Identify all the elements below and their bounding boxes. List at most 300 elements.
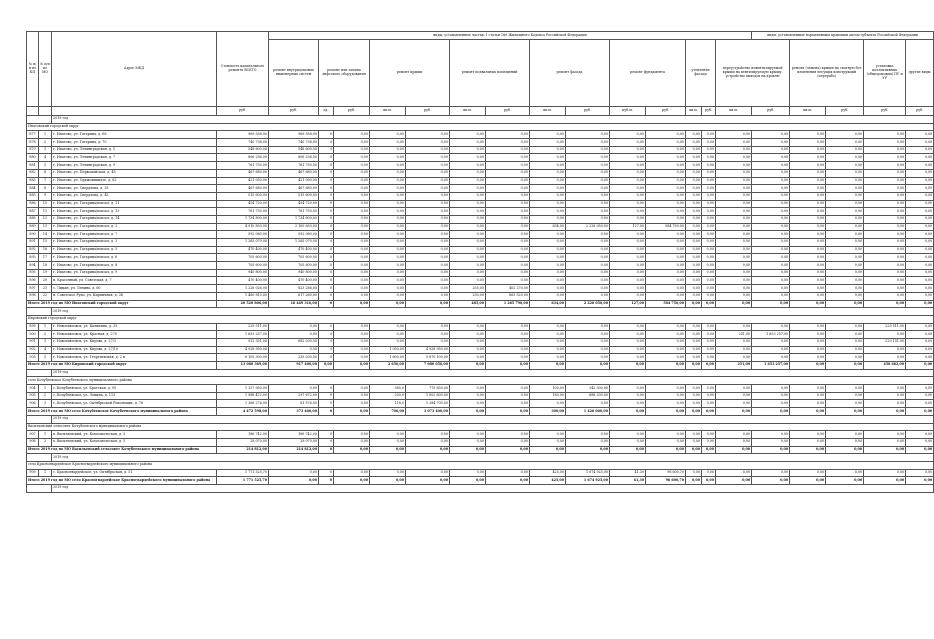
value-cell: 0,00	[334, 139, 370, 147]
value-cell: 0	[319, 323, 334, 331]
year-label: 2019 год	[52, 116, 934, 124]
value-cell: 0,00	[702, 146, 716, 154]
value-cell: 28 070,00	[269, 438, 319, 446]
value-cell: 0,00	[450, 277, 486, 285]
row-number-mo: 4	[39, 154, 52, 162]
value-cell: 705 600,00	[269, 262, 319, 270]
total-row	[27, 362, 934, 370]
value-cell: 0,00	[752, 269, 790, 277]
value-cell: 4 928 950,00	[217, 346, 269, 354]
value-cell: 0,00	[486, 331, 530, 339]
table-row	[27, 469, 934, 477]
value-cell: 0,00	[610, 338, 646, 346]
value-cell: 0,00	[790, 431, 826, 439]
value-cell: 0	[319, 431, 334, 439]
value-cell: 0,00	[530, 431, 566, 439]
value-cell: 0,00	[686, 131, 702, 139]
value-cell: 0,00	[566, 438, 610, 446]
value-cell: 969 558,00	[269, 131, 319, 139]
total-value-cell: 0,00	[906, 300, 934, 308]
value-cell: 0,00	[790, 254, 826, 262]
value-cell: 0,00	[790, 323, 826, 331]
total-value-cell: 0,00	[906, 477, 934, 485]
value-cell: 0,00	[450, 400, 486, 408]
value-cell: 0,00	[702, 346, 716, 354]
value-cell: 0,00	[486, 354, 530, 362]
value-cell: 0,00	[610, 246, 646, 254]
value-cell: 0,00	[686, 392, 702, 400]
value-cell: 0,00	[566, 192, 610, 200]
value-cell: 81 576,00	[269, 400, 319, 408]
total-value-cell: 0,00	[566, 362, 610, 370]
value-cell: 0,00	[486, 169, 530, 177]
value-cell: 0,00	[530, 177, 566, 185]
value-cell: 0,00	[370, 277, 406, 285]
value-cell: 0,00	[826, 231, 864, 239]
row-number-kp: 903	[27, 354, 39, 362]
value-cell: 0,00	[486, 239, 530, 247]
total-value-cell: 0,00	[826, 300, 864, 308]
row-number-kp: 902	[27, 346, 39, 354]
value-cell: 0,00	[716, 392, 752, 400]
value-cell: 0,00	[450, 346, 486, 354]
section-label: Ипатовский городской округ	[27, 123, 934, 131]
value-cell: 0,00	[486, 392, 530, 400]
value-cell: 0,00	[790, 469, 826, 477]
value-cell: 0,00	[702, 246, 716, 254]
row-number-mo: 1	[39, 131, 52, 139]
value-cell: 0,00	[826, 354, 864, 362]
total-value-cell: 0,00	[610, 362, 646, 370]
value-cell: 0,00	[646, 169, 686, 177]
value-cell: 0,00	[790, 154, 826, 162]
table-row	[27, 269, 934, 277]
value-cell: 0	[319, 331, 334, 339]
value-cell: 0	[319, 215, 334, 223]
value-cell: 1 366 276,00	[217, 400, 269, 408]
row-number-kp: 898	[27, 292, 39, 300]
table-row	[27, 169, 934, 177]
value-cell: 0,00	[370, 262, 406, 270]
value-cell: 0,00	[702, 400, 716, 408]
value-cell: 0	[319, 223, 334, 231]
value-cell: 0,00	[906, 215, 934, 223]
total-value-cell: 0,00	[686, 300, 702, 308]
value-cell: 0,00	[370, 215, 406, 223]
group-header-regional: виды, установленные нормативным правовым актом субъекта Российской Федерации	[752, 32, 934, 40]
value-cell: 705 600,00	[217, 262, 269, 270]
value-cell: 0,00	[686, 231, 702, 239]
value-cell: 0	[319, 246, 334, 254]
value-cell: 0,00	[646, 139, 686, 147]
value-cell: 342 300,00	[566, 385, 610, 393]
value-cell: 0,00	[610, 269, 646, 277]
total-value-cell: 0,00	[450, 477, 486, 485]
value-cell: 0,00	[370, 154, 406, 162]
value-cell: 0,00	[566, 323, 610, 331]
value-cell: 0,00	[906, 285, 934, 293]
value-cell: 0,00	[406, 162, 450, 170]
total-value-cell: 584 750,00	[646, 300, 686, 308]
value-cell: 0,00	[646, 431, 686, 439]
total-value-cell: 0	[319, 477, 334, 485]
row-number-mo: 16	[39, 246, 52, 254]
value-cell: 0,00	[370, 208, 406, 216]
value-cell: 0,00	[370, 431, 406, 439]
value-cell: 0,00	[702, 269, 716, 277]
total-row	[27, 300, 934, 308]
year-row	[27, 369, 934, 377]
value-cell: 0,00	[686, 246, 702, 254]
value-cell: 0,00	[486, 254, 530, 262]
value-cell: 0,00	[906, 438, 934, 446]
value-cell: 0,00	[406, 323, 450, 331]
value-cell: 0,00	[334, 154, 370, 162]
value-cell: 0,00	[826, 254, 864, 262]
value-cell: 0,00	[826, 385, 864, 393]
value-cell: 0,00	[702, 392, 716, 400]
total-value-cell: 0,00	[702, 300, 716, 308]
value-cell: 0,00	[450, 131, 486, 139]
value-cell: 0,00	[610, 438, 646, 446]
value-cell: 0,00	[864, 154, 906, 162]
total-value-cell: 0,00	[450, 362, 486, 370]
value-cell: 0,00	[716, 323, 752, 331]
value-cell: 1 653 257,00	[217, 331, 269, 339]
value-cell: 0,00	[406, 231, 450, 239]
value-cell: 0,00	[370, 131, 406, 139]
value-cell: 0,00	[790, 215, 826, 223]
total-value-cell: 0,00	[486, 477, 530, 485]
value-cell: 0,00	[530, 292, 566, 300]
value-cell: 0,00	[450, 162, 486, 170]
value-cell: 0,00	[702, 177, 716, 185]
value-cell: 180,00	[530, 392, 566, 400]
table-row	[27, 277, 934, 285]
group-header-federal: виды, установленные частью 1 статьи 166 Жилищного Кодекса Российской Федерации	[269, 32, 752, 40]
value-cell: 0,00	[450, 331, 486, 339]
row-number-kp: 878	[27, 139, 39, 147]
address-cell: г. Ипатово, ул. Гагарина/вокзал, д. 11	[52, 200, 217, 208]
value-cell: 0,00	[486, 215, 530, 223]
value-cell: 0,00	[752, 146, 790, 154]
value-cell: 0	[319, 208, 334, 216]
year-row	[27, 485, 934, 493]
value-cell: 0,00	[610, 169, 646, 177]
value-cell: 0,00	[486, 277, 530, 285]
total-value-cell: 0	[319, 300, 334, 308]
value-cell: 0,00	[486, 162, 530, 170]
value-cell: 0,00	[334, 385, 370, 393]
address-cell: г. Ипатово, ул. Гагарина/вокзал, д. 14	[52, 215, 217, 223]
value-cell: 0,00	[906, 392, 934, 400]
value-cell: 0,00	[646, 246, 686, 254]
value-cell: 0,00	[406, 154, 450, 162]
value-cell: 0,00	[450, 338, 486, 346]
value-cell: 863 520,00	[486, 292, 530, 300]
value-cell: 0,00	[486, 208, 530, 216]
value-cell: 0,00	[370, 146, 406, 154]
year-label: 2019 год	[52, 369, 934, 377]
value-cell: 0,00	[646, 331, 686, 339]
value-cell: 1 988 472,00	[217, 392, 269, 400]
value-cell: 0	[319, 277, 334, 285]
value-cell: 761 750,00	[269, 162, 319, 170]
value-cell: 0,00	[790, 208, 826, 216]
value-cell: 0	[319, 146, 334, 154]
value-cell: 0,00	[826, 139, 864, 147]
address-cell: г. Ипатово, ул. Ленинградская, д. 7	[52, 154, 217, 162]
value-cell: 0,00	[826, 223, 864, 231]
total-value-cell: 16 449 316,00	[269, 300, 319, 308]
value-cell: 0,00	[716, 185, 752, 193]
year-row	[27, 415, 934, 423]
value-cell: 0	[319, 192, 334, 200]
col-header-cost: Стоимость капитального ремонта ВСЕГО	[217, 32, 269, 107]
value-cell: 0,00	[370, 177, 406, 185]
value-cell: 0,00	[406, 262, 450, 270]
total-value-cell: 0,00	[826, 477, 864, 485]
value-cell: 0,00	[646, 254, 686, 262]
value-cell: 0,00	[716, 223, 752, 231]
value-cell: 0,00	[450, 269, 486, 277]
total-value-cell: 0,00	[906, 362, 934, 370]
value-cell: 0,00	[702, 292, 716, 300]
address-cell: г. Ипатово, ул. Ленинградская, д. 5	[52, 146, 217, 154]
value-cell: 0,00	[566, 346, 610, 354]
value-cell: 0,00	[826, 438, 864, 446]
value-cell: 0,00	[450, 469, 486, 477]
value-cell: 0,00	[826, 269, 864, 277]
value-cell: 0,00	[334, 169, 370, 177]
value-cell: 515 600,00	[217, 192, 269, 200]
row-number-kp: 894	[27, 262, 39, 270]
unit-cell: кв.м.	[790, 107, 826, 116]
value-cell: 0,00	[566, 200, 610, 208]
value-cell: 0,00	[450, 154, 486, 162]
row-number-kp: 892	[27, 246, 39, 254]
address-cell: г. Ипатово, ул. Первомайская, д. 48	[52, 169, 217, 177]
unit-cell: руб.	[334, 107, 370, 116]
value-cell: 0,00	[486, 323, 530, 331]
value-cell: 0,00	[906, 192, 934, 200]
value-cell: 0,00	[334, 239, 370, 247]
total-value-cell: 4 472 598,00	[217, 408, 269, 416]
value-cell: 0,00	[826, 346, 864, 354]
value-cell: 0,00	[610, 162, 646, 170]
value-cell: 0,00	[790, 185, 826, 193]
value-cell: 0,00	[752, 169, 790, 177]
row-number-kp: 888	[27, 215, 39, 223]
value-cell: 0,00	[752, 431, 790, 439]
value-cell: 0,00	[450, 323, 486, 331]
table-row	[27, 431, 934, 439]
value-cell: 0,00	[826, 323, 864, 331]
total-value-cell: 214 812,00	[269, 446, 319, 454]
section-label: село Кочубеевское Кочубеевского муниципального района	[27, 377, 934, 385]
value-cell: 0,00	[566, 139, 610, 147]
value-cell: 0,00	[530, 400, 566, 408]
value-cell: 0,00	[716, 231, 752, 239]
col-header-engineering: ремонт внутридомовых инженерных систем	[269, 40, 319, 107]
address-cell: п. Красочный, ул. Советская, д. 7	[52, 277, 217, 285]
value-cell: 0,00	[610, 231, 646, 239]
value-cell: 0,00	[906, 400, 934, 408]
value-cell: 0,00	[790, 200, 826, 208]
value-cell: 0,00	[646, 239, 686, 247]
value-cell: 1 600,00	[370, 354, 406, 362]
total-value-cell: 0,00	[716, 446, 752, 454]
value-cell: 0,00	[702, 154, 716, 162]
value-cell: 0,00	[702, 208, 716, 216]
value-cell: 0,00	[790, 162, 826, 170]
value-cell: 0,00	[566, 208, 610, 216]
total-value-cell: 2 650,00	[370, 362, 406, 370]
row-number-mo: 4	[39, 346, 52, 354]
value-cell: 0,00	[790, 262, 826, 270]
table-row	[27, 262, 934, 270]
total-value-cell: 0,00	[686, 362, 702, 370]
row-number-mo: 20	[39, 277, 52, 285]
value-cell: 0,00	[864, 215, 906, 223]
value-cell: 0,00	[864, 277, 906, 285]
unit-cell: руб.	[486, 107, 530, 116]
value-cell: 0,00	[864, 254, 906, 262]
section-row	[27, 461, 934, 469]
value-cell: 0,00	[826, 131, 864, 139]
address-cell: с. Кочубеевское, ул. Братская, д. 95	[52, 385, 217, 393]
table-row	[27, 146, 934, 154]
value-cell: 470 400,00	[217, 246, 269, 254]
value-cell: 0,00	[716, 177, 752, 185]
value-cell: 0,00	[486, 400, 530, 408]
value-cell: 548 600,00	[217, 146, 269, 154]
value-cell: 0,00	[716, 431, 752, 439]
value-cell: 0,00	[790, 231, 826, 239]
value-cell: 0,00	[450, 146, 486, 154]
value-cell: 0,00	[370, 254, 406, 262]
value-cell: 0,00	[716, 246, 752, 254]
value-cell: 0,00	[486, 177, 530, 185]
value-cell: 0,00	[752, 131, 790, 139]
value-cell: 0,00	[790, 338, 826, 346]
total-value-cell: 0,00	[486, 446, 530, 454]
address-cell: г. Ипатово, ул. Гагарина, д. 68	[52, 131, 217, 139]
value-cell: 0,00	[530, 246, 566, 254]
col-header-n2: № п/п по МО	[39, 32, 52, 107]
value-cell: 0,00	[530, 208, 566, 216]
address-cell: г. Новопавловск, ул. Кирова, д. 27/3	[52, 338, 217, 346]
value-cell: 740 738,00	[269, 139, 319, 147]
unit-cell: кв.м.	[716, 107, 752, 116]
value-cell: 230,00	[450, 292, 486, 300]
value-cell: 0,00	[702, 385, 716, 393]
value-cell: 912 351,00	[217, 338, 269, 346]
value-cell: 0,00	[686, 323, 702, 331]
row-number-kp: 907	[27, 431, 39, 439]
value-cell: 0,00	[406, 192, 450, 200]
value-cell: 0,00	[686, 162, 702, 170]
row-number-mo: 6	[39, 169, 52, 177]
value-cell: 118,0	[370, 400, 406, 408]
table-row	[27, 354, 934, 362]
row-number-mo: 11	[39, 208, 52, 216]
value-cell: 0,00	[406, 223, 450, 231]
value-cell: 28 070,00	[217, 438, 269, 446]
value-cell: 0,00	[486, 438, 530, 446]
value-cell: 0,00	[334, 231, 370, 239]
value-cell: 0,00	[610, 292, 646, 300]
value-cell: 0,00	[406, 269, 450, 277]
value-cell: 402 270,00	[486, 285, 530, 293]
value-cell: 203,0	[370, 392, 406, 400]
total-value-cell: 0,00	[790, 300, 826, 308]
value-cell: 0,00	[334, 131, 370, 139]
value-cell: 0,00	[406, 292, 450, 300]
total-value-cell: 0,00	[752, 446, 790, 454]
value-cell: 0,00	[716, 215, 752, 223]
value-cell: 0,00	[686, 331, 702, 339]
row-number-mo: 7	[39, 177, 52, 185]
value-cell: 0,00	[906, 223, 934, 231]
value-cell: 297 672,00	[269, 392, 319, 400]
col-header-roof: ремонт крыши	[370, 40, 450, 107]
value-cell: 0,00	[906, 323, 934, 331]
total-value-cell: 0,00	[702, 408, 716, 416]
value-cell: 0,00	[752, 231, 790, 239]
row-number-kp: 887	[27, 208, 39, 216]
value-cell: 0,00	[370, 331, 406, 339]
value-cell: 0,00	[702, 331, 716, 339]
value-cell: 0,00	[864, 385, 906, 393]
value-cell: 0,00	[406, 254, 450, 262]
row-number-mo: 17	[39, 254, 52, 262]
col-header-basement: ремонт подвальных помещений	[450, 40, 530, 107]
value-cell: 0,00	[906, 269, 934, 277]
value-cell: 0,00	[826, 400, 864, 408]
section-row	[27, 423, 934, 431]
total-value-cell: 0,00	[269, 477, 319, 485]
value-cell: 0,00	[646, 400, 686, 408]
value-cell: 0,00	[646, 262, 686, 270]
value-cell: 0,00	[334, 254, 370, 262]
year-label: 2019 год	[52, 485, 934, 493]
value-cell: 454 720,00	[217, 200, 269, 208]
value-cell: 0,00	[566, 277, 610, 285]
value-cell: 0,00	[610, 239, 646, 247]
value-cell: 0,00	[566, 292, 610, 300]
value-cell: 0,00	[790, 223, 826, 231]
row-number-kp: 882	[27, 169, 39, 177]
value-cell: 0,00	[334, 177, 370, 185]
unit-cell: руб.	[566, 107, 610, 116]
value-cell: 0,00	[530, 269, 566, 277]
register-sheet	[26, 31, 933, 493]
total-value-cell: 0,00	[864, 446, 906, 454]
value-cell: 0,00	[646, 192, 686, 200]
value-cell: 0,00	[906, 185, 934, 193]
value-cell: 688 200,00	[566, 392, 610, 400]
value-cell: 0,00	[450, 192, 486, 200]
value-cell: 548 600,00	[269, 146, 319, 154]
row-number-kp: 905	[27, 392, 39, 400]
value-cell: 0,00	[716, 200, 752, 208]
value-cell: 0,00	[790, 354, 826, 362]
value-cell: 0,00	[334, 438, 370, 446]
value-cell: 0,00	[686, 277, 702, 285]
value-cell: 0,00	[566, 231, 610, 239]
value-cell: 0,00	[566, 169, 610, 177]
